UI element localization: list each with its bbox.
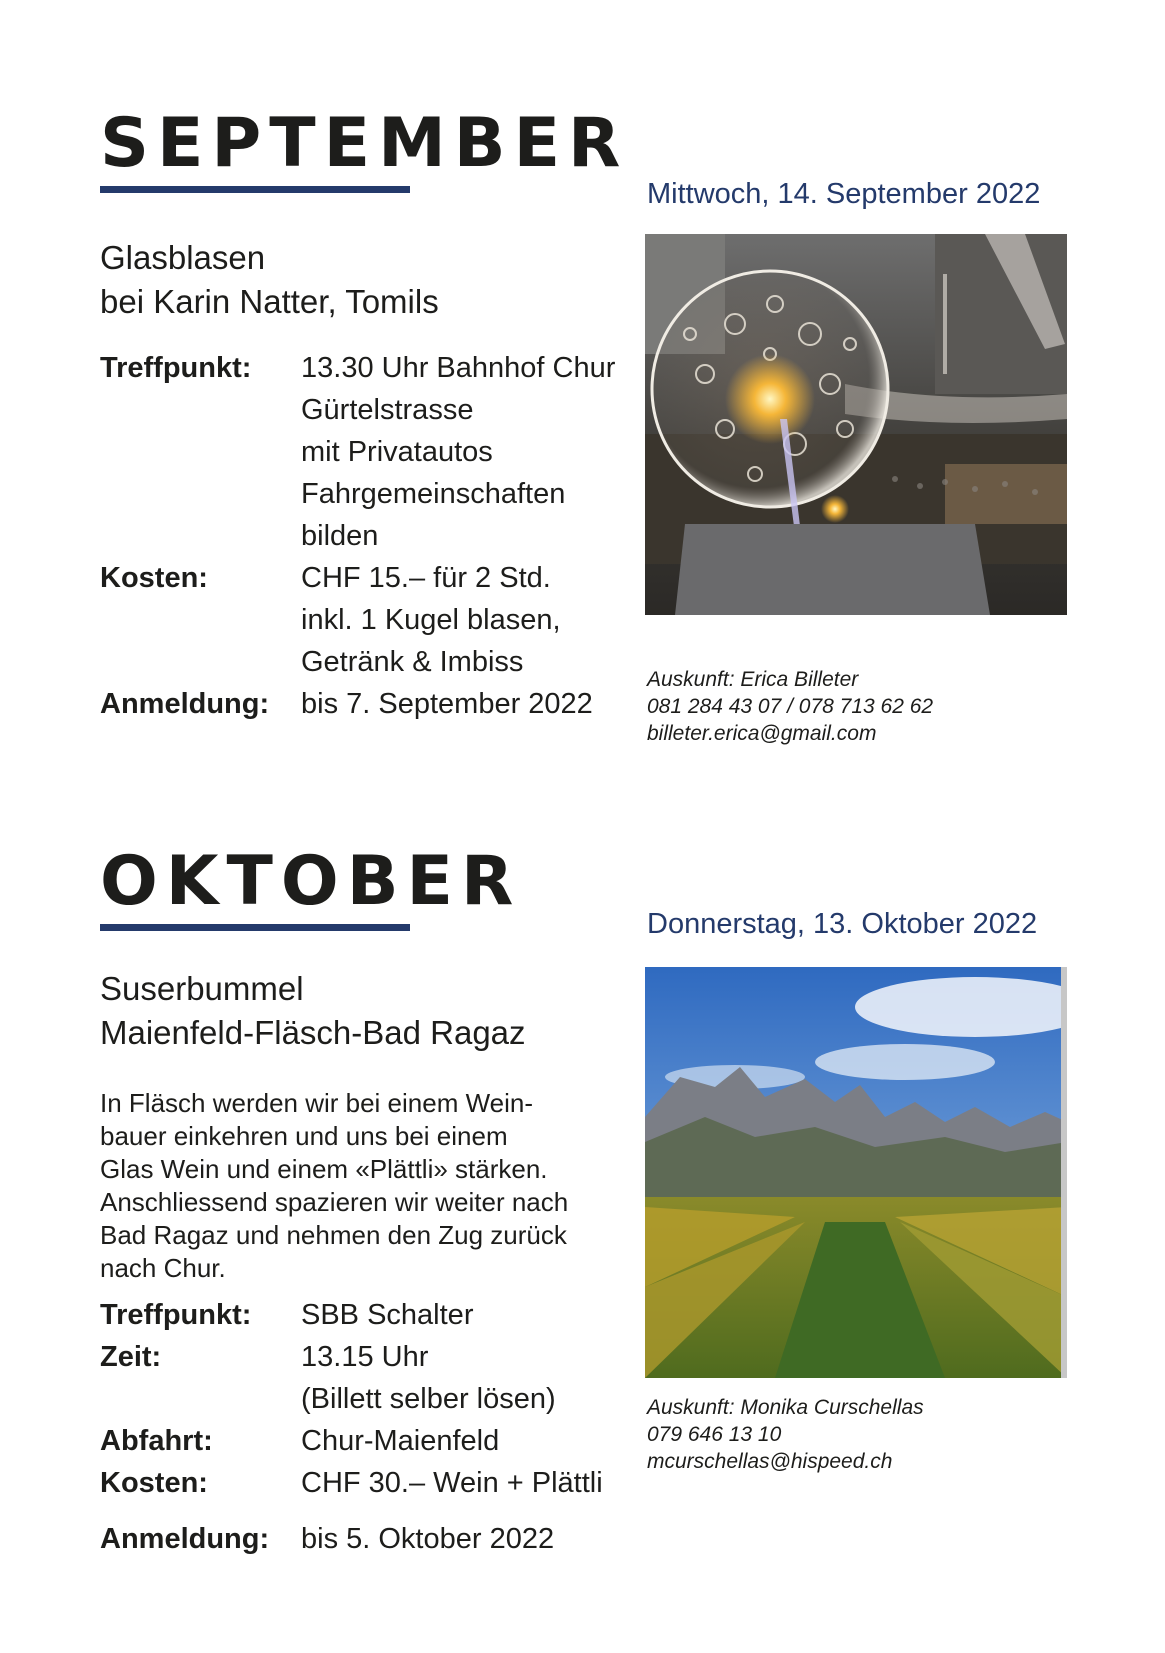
detail-row-abfahrt bbox=[100, 1420, 603, 1462]
event-date-september: Mittwoch, 14. September 2022 bbox=[647, 178, 1041, 210]
detail-line: 13.30 Uhr Bahnhof Chur bbox=[301, 352, 616, 384]
detail-label: Kosten: bbox=[100, 1467, 208, 1499]
glassblowing-photo bbox=[645, 234, 1067, 615]
detail-line: bilden bbox=[301, 520, 379, 552]
detail-value bbox=[301, 1518, 554, 1560]
detail-value bbox=[301, 1462, 603, 1504]
detail-value bbox=[301, 1336, 556, 1420]
contact-info-september bbox=[647, 666, 933, 747]
description-line: Bad Ragaz und nehmen den Zug zurück bbox=[100, 1220, 567, 1250]
detail-line: Fahrgemeinschaften bbox=[301, 478, 566, 510]
detail-line: CHF 15.– für 2 Std. bbox=[301, 562, 551, 594]
event-title-line: Glasblasen bbox=[100, 239, 266, 276]
detail-row-treffpunkt bbox=[100, 1294, 603, 1336]
detail-line: Getränk & Imbiss bbox=[301, 646, 524, 678]
detail-value bbox=[301, 347, 615, 557]
detail-row-kosten bbox=[100, 1462, 603, 1504]
contact-line: 079 646 13 10 bbox=[647, 1423, 782, 1446]
detail-row-kosten bbox=[100, 557, 615, 683]
detail-value bbox=[301, 557, 561, 683]
event-details-september bbox=[100, 347, 615, 725]
detail-value bbox=[301, 1420, 499, 1462]
detail-line: inkl. 1 Kugel blasen, bbox=[301, 604, 561, 636]
event-title-september bbox=[100, 236, 439, 324]
detail-label: Treffpunkt: bbox=[100, 352, 252, 384]
detail-row-anmeldung bbox=[100, 683, 615, 725]
detail-label: Abfahrt: bbox=[100, 1425, 213, 1457]
description-line: In Fläsch werden wir bei einem Wein- bbox=[100, 1088, 534, 1118]
detail-line: bis 7. September 2022 bbox=[301, 688, 593, 720]
event-title-line: Suserbummel bbox=[100, 970, 304, 1007]
description-line: Glas Wein und einem «Plättli» stärken. bbox=[100, 1154, 548, 1184]
event-title-oktober bbox=[100, 967, 526, 1055]
contact-line: 081 284 43 07 / 078 713 62 62 bbox=[647, 695, 934, 718]
detail-line: SBB Schalter bbox=[301, 1299, 474, 1331]
contact-line: Auskunft: Monika Curschellas bbox=[647, 1396, 924, 1419]
detail-row-treffpunkt bbox=[100, 347, 615, 557]
contact-email[interactable]: billeter.erica@gmail.com bbox=[647, 722, 877, 745]
detail-label: Kosten: bbox=[100, 562, 208, 594]
contact-info-oktober bbox=[647, 1394, 924, 1475]
detail-label: Treffpunkt: bbox=[100, 1299, 252, 1331]
heading-underline-september bbox=[100, 186, 410, 193]
heading-underline-oktober bbox=[100, 924, 410, 931]
event-title-line: bei Karin Natter, Tomils bbox=[100, 283, 439, 320]
detail-value bbox=[301, 683, 593, 725]
detail-line: (Billett selber lösen) bbox=[301, 1383, 556, 1415]
event-description-oktober bbox=[100, 1087, 568, 1285]
description-line: Anschliessend spazieren wir weiter nach bbox=[100, 1187, 569, 1217]
description-line: nach Chur. bbox=[100, 1253, 226, 1283]
detail-line: Gürtelstrasse bbox=[301, 394, 474, 426]
month-heading-september: SEPTEMBER bbox=[100, 104, 629, 183]
glassblowing-photo-image bbox=[645, 234, 1067, 615]
event-title-line: Maienfeld-Fläsch-Bad Ragaz bbox=[100, 1014, 526, 1051]
detail-line: Chur-Maienfeld bbox=[301, 1425, 500, 1457]
detail-line: bis 5. Oktober 2022 bbox=[301, 1523, 555, 1555]
description-line: bauer einkehren und uns bei einem bbox=[100, 1121, 508, 1151]
detail-line: CHF 30.– Wein + Plättli bbox=[301, 1467, 603, 1499]
detail-line: 13.15 Uhr bbox=[301, 1341, 429, 1373]
detail-label: Anmeldung: bbox=[100, 688, 270, 720]
detail-line: mit Privatautos bbox=[301, 436, 493, 468]
detail-row-zeit bbox=[100, 1336, 603, 1420]
vineyard-photo-image bbox=[645, 967, 1067, 1378]
detail-label: Anmeldung: bbox=[100, 1523, 270, 1555]
contact-email[interactable]: mcurschellas@hispeed.ch bbox=[647, 1450, 893, 1473]
month-heading-oktober: OKTOBER bbox=[100, 842, 522, 921]
detail-value bbox=[301, 1294, 473, 1336]
event-date-oktober: Donnerstag, 13. Oktober 2022 bbox=[647, 908, 1038, 940]
event-details-oktober bbox=[100, 1294, 603, 1560]
detail-row-anmeldung bbox=[100, 1518, 603, 1560]
detail-label: Zeit: bbox=[100, 1341, 162, 1373]
contact-line: Auskunft: Erica Billeter bbox=[647, 668, 859, 691]
vineyard-photo bbox=[645, 967, 1067, 1378]
